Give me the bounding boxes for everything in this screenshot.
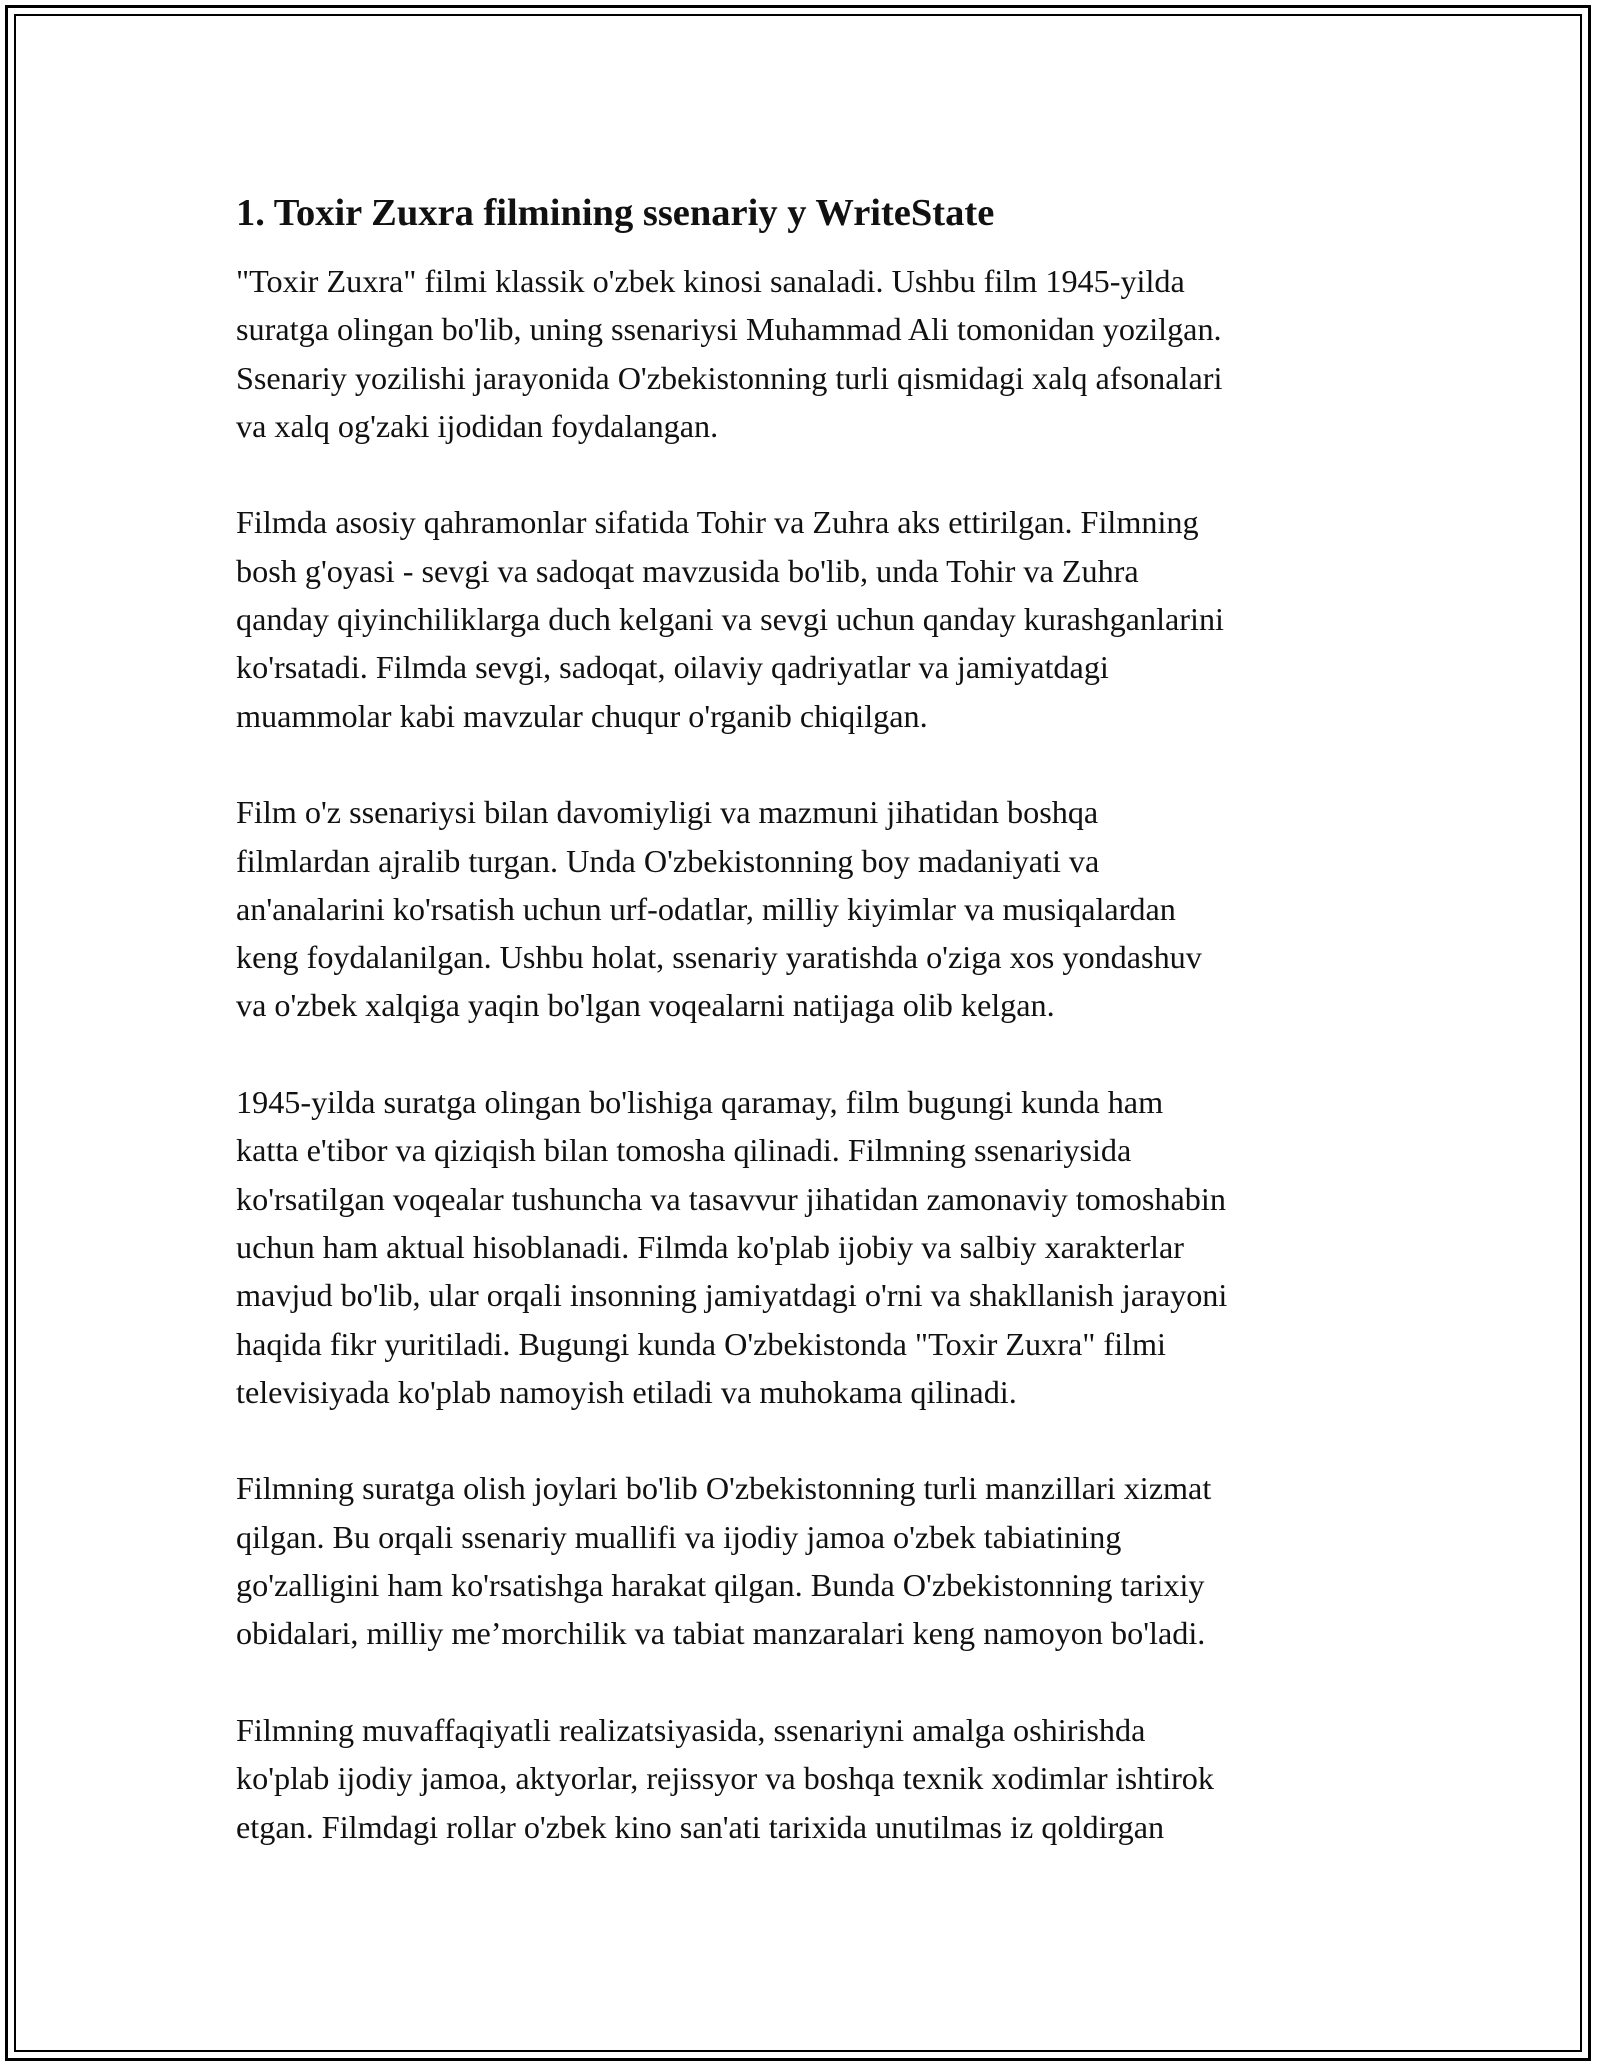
paragraph-line: va xalq og'zaki ijodidan foydalangan. [236,407,719,444]
paragraph-line: Film o'z ssenariysi bilan davomiyligi va mazmuni jihatidan boshqa [236,794,1099,831]
paragraph-line: muammolar kabi mavzular chuqur o'rganib chiqilgan. [236,697,928,734]
paragraph-line: obidalari, milliy me’morchilik va tabiat manzaralari keng namoyon bo'ladi. [236,1615,1206,1652]
paragraph-line: ko'rsatadi. Filmda sevgi, sadoqat, oilaviy qadriyatlar va jamiyatdagi [236,649,1109,686]
paragraph-5 [236,1464,1386,1657]
paragraph-line: filmlardan ajralib turgan. Unda O'zbekistonning boy madaniyati va [236,842,1100,879]
paragraph-line: televisiyada ko'plab namoyish etiladi va muhokama qilinadi. [236,1373,1017,1410]
paragraph-2 [236,498,1386,739]
paragraph-line: bosh g'oyasi - sevgi va sadoqat mavzusida bo'lib, unda Tohir va Zuhra [236,552,1139,589]
paragraph-line: etgan. Filmdagi rollar o'zbek kino san'ati tarixida unutilmas iz qoldirgan [236,1808,1165,1845]
paragraph-line: "Toxir Zuxra" filmi klassik o'zbek kinosi sanaladi. Ushbu film 1945-yilda [236,263,1185,299]
paragraph-line: katta e'tibor va qiziqish bilan tomosha qilinadi. Filmning ssenariysida [236,1132,1132,1169]
paragraph-line: Filmning suratga olish joylari bo'lib O'zbekistonning turli manzillari xizmat [236,1470,1212,1507]
paragraph-line: qilgan. Bu orqali ssenariy muallifi va ijodiy jamoa o'zbek tabiatining [236,1518,1122,1555]
paragraph-line: keng foydalanilgan. Ushbu holat, ssenariy yaratishda o'ziga xos yondashuv [236,939,1202,976]
paragraph-line: qanday qiyinchiliklarga duch kelgani va sevgi uchun qanday kurashganlarini [236,601,1224,638]
paragraph-3 [236,788,1386,1029]
paragraph-line: Filmning muvaffaqiyatli realizatsiyasida, ssenariyni amalga oshirishda [236,1711,1146,1748]
paragraph-line: Filmda asosiy qahramonlar sifatida Tohir va Zuhra aks ettirilgan. Filmning [236,504,1199,541]
paragraph-line: 1945-yilda suratga olingan bo'lishiga qaramay, film bugungi kunda ham [236,1084,1164,1121]
paragraph-line: suratga olingan bo'lib, uning ssenariysi Muhammad Ali tomonidan yozilgan. [236,311,1222,348]
paragraph-line: go'zalligini ham ko'rsatishga harakat qilgan. Bunda O'zbekistonning tarixiy [236,1567,1205,1604]
paragraph-line: haqida fikr yuritiladi. Bugungi kunda O'zbekistonda "Toxir Zuxra" filmi [236,1325,1166,1362]
paragraph-line: ko'rsatilgan voqealar tushuncha va tasavvur jihatidan zamonaviy tomoshabin [236,1180,1226,1217]
paragraph-line: ko'plab ijodiy jamoa, aktyorlar, rejissyor va boshqa texnik xodimlar ishtirok [236,1760,1214,1797]
paragraph-line: uchun ham aktual hisoblanadi. Filmda ko'plab ijobiy va salbiy xarakterlar [236,1228,1184,1265]
document-title: 1. Toxir Zuxra filmining ssenariy y WriteState [236,192,995,234]
paragraph-6 [236,1706,1386,1851]
paragraph-1 [236,257,1386,450]
paragraph-line: mavjud bo'lib, ular orqali insonning jamiyatdagi o'rni va shakllanish jarayoni [236,1277,1228,1314]
paragraph-4 [236,1078,1386,1416]
paragraph-line: Ssenariy yozilishi jarayonida O'zbekistonning turli qismidagi xalq afsonalari [236,359,1223,396]
paragraph-line: va o'zbek xalqiga yaqin bo'lgan voqealarni natijaga olib kelgan. [236,987,1055,1024]
document-body [236,186,1386,1899]
paragraph-line: an'analarini ko'rsatish uchun urf-odatlar, milliy kiyimlar va musiqalardan [236,890,1176,927]
